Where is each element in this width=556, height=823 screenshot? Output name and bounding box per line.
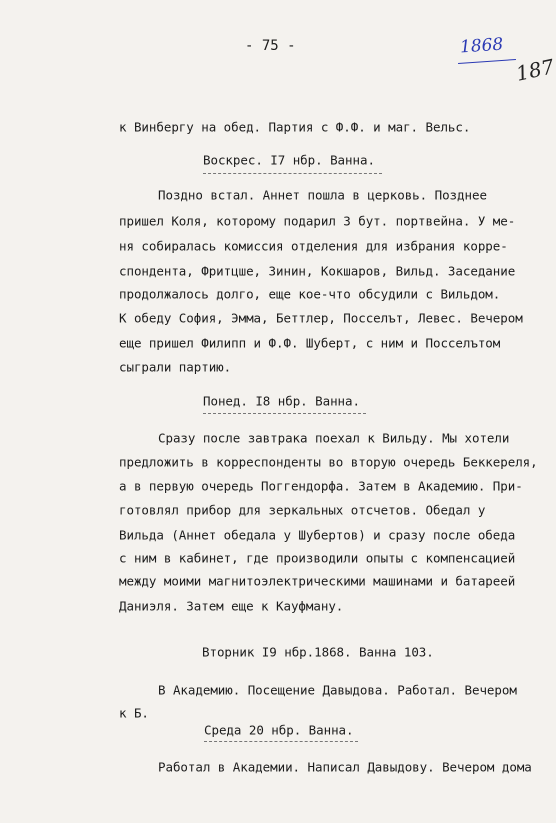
entry-heading: Среда 20 нбр. Ванна. <box>204 722 354 738</box>
text-line: В Академию. Посещение Давыдова. Работал. Вечером <box>158 682 517 698</box>
text-line: Работал в Академии. Написал Давыдову. Вечером дома <box>158 759 532 775</box>
text-line: готовлял прибор для зеркальных отсчетов. Обедал у <box>119 502 486 518</box>
text-line: Вильда (Аннет обедала у Шубертов) и сразу после обеда <box>119 527 516 543</box>
handwritten-archive-number: 187 <box>513 54 556 86</box>
text-line: еще пришел Филипп и Ф.Ф. Шуберт, с ним и Посселътом <box>119 335 501 351</box>
heading-underline <box>203 173 382 174</box>
handwritten-year-note: 1868 <box>459 34 504 58</box>
text-line: К обеду София, Эмма, Беттлер, Посселът, Левес. Вечером <box>119 310 523 326</box>
text-line: продолжалось долго, еще кое-что обсудили с Вильдом. <box>119 286 501 302</box>
heading-underline <box>204 741 358 742</box>
text-line: между моими магнитоэлектрическими машинами и батареей <box>119 573 516 589</box>
text-line: Даниэля. Затем еще к Кауфману. <box>119 598 344 614</box>
text-line: спондента, Фритцше, Зинин, Кокшаров, Вильд. Заседание <box>119 263 516 279</box>
entry-heading: Воскрес. I7 нбр. Ванна. <box>203 152 375 168</box>
text-line: предложить в корреспонденты во вторую очередь Беккереля, <box>119 454 538 470</box>
entry-heading: Вторник I9 нбр.1868. Ванна 103. <box>202 644 434 660</box>
text-line: а в первую очередь Поггендорфа. Затем в Академию. При- <box>119 478 523 494</box>
text-line: сыграли партию. <box>119 359 232 375</box>
text-line: к Б. <box>119 705 149 721</box>
text-line: с ним в кабинет, где производили опыты с компенсацией <box>119 550 516 566</box>
heading-underline <box>203 413 366 414</box>
text-line: к Винбергу на обед. Партия с Ф.Ф. и маг. Вельс. <box>119 119 471 135</box>
page-number: - 75 - <box>245 38 296 54</box>
text-line: пришел Коля, которому подарил 3 бут. портвейна. У ме- <box>119 213 516 229</box>
text-line: Поздно встал. Аннет пошла в церковь. Позднее <box>158 187 487 203</box>
text-line: Сразу после завтрака поехал к Вильду. Мы хотели <box>158 430 510 446</box>
text-line: ня собиралась комиссия отделения для избрания корре- <box>119 238 508 254</box>
entry-heading: Понед. I8 нбр. Ванна. <box>203 393 360 409</box>
